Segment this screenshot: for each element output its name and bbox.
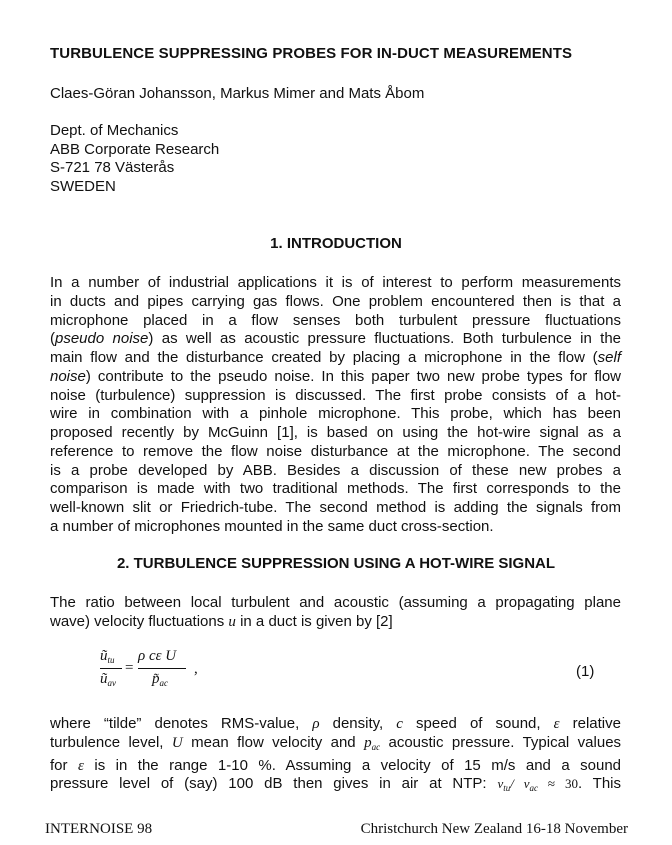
paragraph-line — [50, 274, 621, 293]
paragraph-line — [50, 405, 621, 424]
text-run: speed of sound, — [416, 715, 541, 732]
text-run: reference to remove the flow noise disturbance at the microphone. The second — [50, 442, 621, 460]
math-subscript: ac — [371, 741, 381, 752]
paragraph-line — [50, 293, 621, 312]
text-run: for — [50, 756, 68, 774]
footer-location-date: Christchurch New Zealand 16-18 November — [360, 821, 628, 837]
paragraph-line — [50, 734, 621, 757]
equation-comma: , — [194, 661, 198, 677]
text-run: in a duct is given by [2] — [240, 612, 393, 630]
equals-sign: = — [125, 660, 134, 676]
math-subscript: ac — [159, 678, 168, 688]
math-symbol: u — [228, 613, 236, 630]
math-symbol: U — [171, 734, 183, 751]
section-heading-introduction: 1. INTRODUCTION — [270, 235, 402, 252]
text-run: is in the range 1-10 %. Assuming a velocity of 15 m/s and a sound — [94, 756, 622, 774]
math-symbol: ε — [77, 757, 84, 774]
paragraph-line — [50, 775, 621, 798]
math-symbol: p̃ — [152, 671, 160, 687]
text-run: proposed recently by McGuinn [1], is based on using the hot-wire signal as a — [50, 424, 621, 441]
text-run: in ducts and pipes carrying gas flows. One problem encountered then is that a — [50, 292, 621, 310]
paragraph-line — [50, 518, 621, 537]
math-symbol: ũ — [100, 671, 108, 687]
math-subscript: tu — [503, 783, 511, 794]
math-value: ≈ 30 — [547, 776, 578, 792]
text-run: where “tilde” denotes RMS-value, — [50, 715, 300, 732]
paragraph-line — [50, 330, 621, 349]
math-subscript: ac — [529, 783, 539, 794]
math-symbol — [364, 735, 380, 751]
affiliation-line: Dept. of Mechanics — [50, 122, 179, 139]
equation-rhs-numerator: ρ cε U — [138, 648, 177, 664]
text-run: ( — [50, 330, 55, 348]
math-symbol-base: v — [497, 776, 504, 792]
math-symbol: c — [396, 716, 403, 732]
affiliation-line: SWEDEN — [50, 177, 116, 195]
paragraph-line — [50, 715, 621, 734]
paper-title: TURBULENCE SUPPRESSING PROBES FOR IN-DUCT MEASUREMENTS — [50, 45, 573, 62]
paragraph-line — [50, 757, 621, 776]
math-symbol-base: / v — [510, 776, 530, 792]
text-run: main flow and the disturbance created by placing a microphone in the flow ( — [50, 349, 598, 366]
math-symbol: ρ — [312, 716, 320, 732]
paragraph-line — [50, 499, 621, 518]
text-run: wire in combination with a pinhole microphone. This probe, which has been — [50, 405, 621, 423]
text-run: In a number of industrial applications it is of interest to perform measurements — [50, 274, 621, 291]
italic-term: noise — [50, 367, 86, 385]
equation-1 — [100, 648, 220, 696]
math-expression — [497, 776, 578, 794]
affiliation-line: ABB Corporate Research — [50, 140, 220, 158]
affiliation-block — [50, 122, 219, 196]
math-subscript: tu — [107, 655, 115, 665]
italic-term: self — [597, 349, 621, 366]
paragraph-line — [50, 480, 621, 499]
paragraph-line — [50, 424, 621, 443]
text-run: acoustic pressure. Typical values — [388, 733, 622, 751]
text-run: . This — [577, 775, 621, 793]
text-run: wave) velocity fluctuations — [50, 612, 225, 630]
hot-wire-after-equation-paragraph — [50, 715, 621, 798]
text-run: density, — [332, 715, 384, 732]
equation-number: (1) — [576, 663, 595, 680]
text-run: a number of microphones mounted in the same duct cross-section. — [50, 517, 494, 535]
text-run: noise (turbulence) suppression is discussed. The first probe consists of a hot- — [50, 386, 621, 404]
footer-conference: INTERNOISE 98 — [45, 821, 153, 837]
paragraph-line — [50, 312, 621, 331]
text-run: is a probe developed by ABB. Besides a discussion of these new probes a — [50, 461, 621, 479]
fraction-bar — [138, 668, 186, 669]
text-run: well-known slit or Friedrich-tube. The second method is adding the signals from — [50, 499, 621, 516]
equation-rhs-denominator — [152, 671, 168, 688]
math-subscript: av — [107, 678, 116, 688]
math-symbol: ũ — [100, 648, 108, 664]
text-run: relative — [572, 715, 621, 732]
italic-term: pseudo noise — [55, 330, 149, 348]
math-symbol-base: p — [364, 734, 372, 751]
text-run: ) contribute to the pseudo noise. In this paper two new probe types for flow — [85, 367, 621, 385]
fraction-bar — [100, 668, 122, 669]
paragraph-line: The ratio between local turbulent and acoustic (assuming a propagating plane — [50, 594, 621, 611]
text-run: microphone placed in a flow senses both turbulent pressure fluctuations — [50, 311, 621, 329]
text-run: pressure level of (say) 100 dB then gives in air at NTP: — [50, 775, 487, 793]
text-run: comparison is made with two traditional methods. The first corresponds to the — [50, 480, 621, 498]
paragraph-line — [50, 349, 621, 368]
text-run: mean flow velocity and — [191, 733, 356, 751]
paper-authors: Claes-Göran Johansson, Markus Mimer and Mats Åbom — [50, 85, 425, 102]
paragraph-line — [50, 613, 621, 632]
text-run: ) as well as acoustic pressure fluctuations. Both turbulence in the — [148, 330, 621, 348]
section-heading-hot-wire: 2. TURBULENCE SUPPRESSION USING A HOT-WIRE SIGNAL — [116, 555, 556, 572]
paragraph-line — [50, 443, 621, 462]
math-symbol: ε — [553, 716, 560, 732]
paragraph-line — [50, 387, 621, 406]
text-run: turbulence level, — [50, 733, 164, 751]
paragraph-line — [50, 462, 621, 481]
hot-wire-intro-paragraph — [50, 594, 621, 632]
affiliation-line: S-721 78 Västerås — [50, 159, 175, 176]
introduction-paragraph — [50, 274, 621, 537]
paragraph-line — [50, 368, 621, 387]
equation-lhs-numerator — [100, 648, 115, 665]
equation-lhs-denominator — [100, 671, 116, 688]
